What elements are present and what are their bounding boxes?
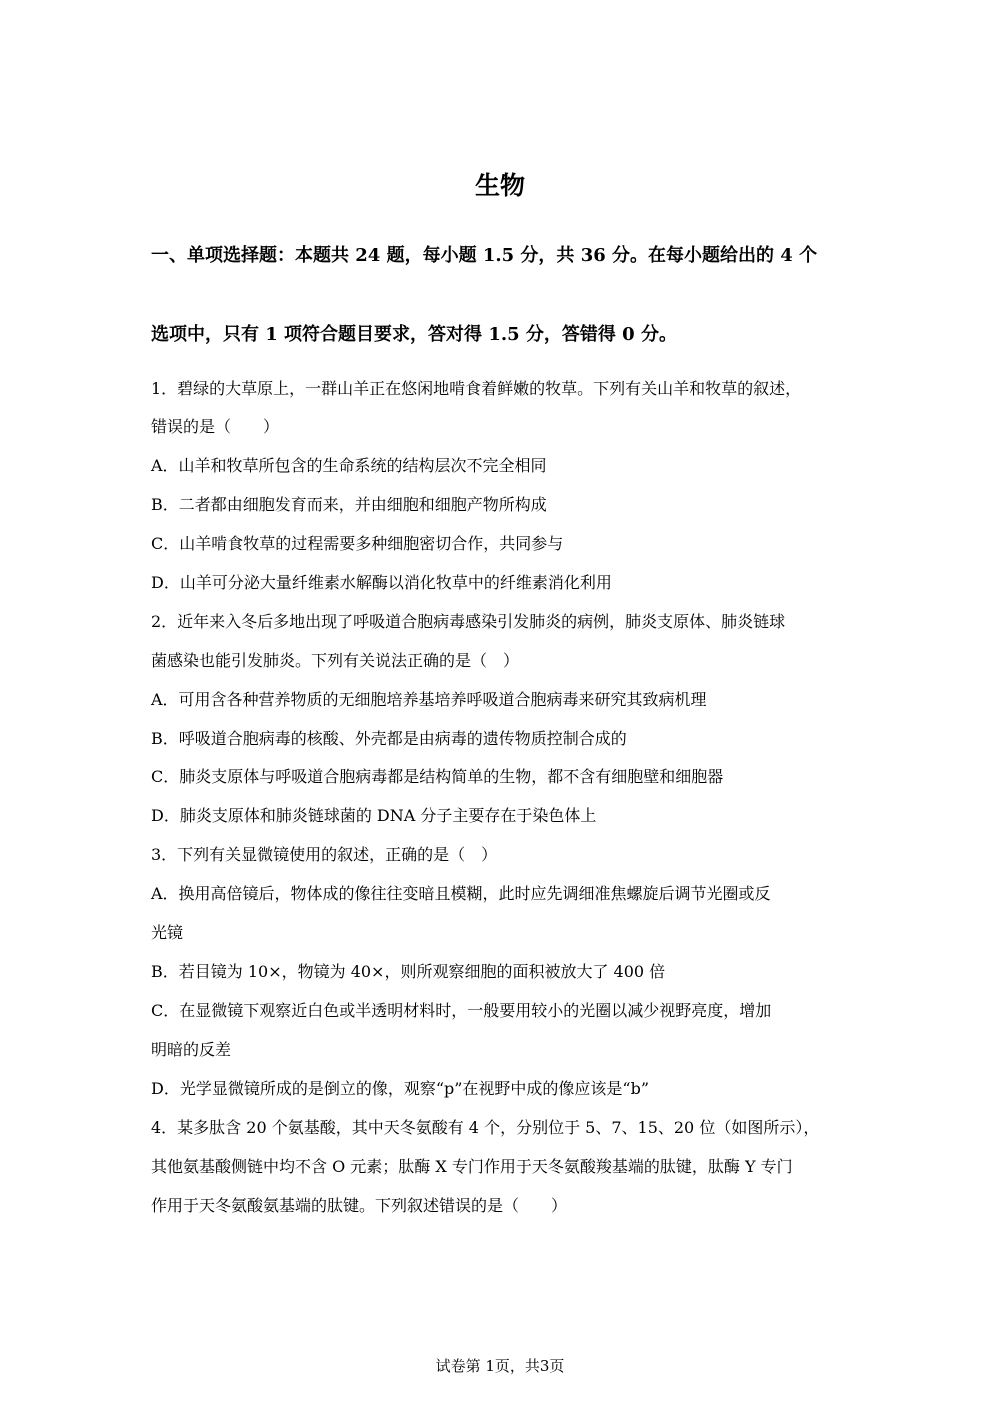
question-1-option-a: A．山羊和牧草所包含的生命系统的结构层次不完全相同	[151, 456, 547, 475]
question-2-stem-line-2: 菌感染也能引发肺炎。下列有关说法正确的是（ ）	[151, 651, 520, 670]
question-4-stem-line-2: 其他氨基酸侧链中均不含 O 元素；肽酶 X 专门作用于天冬氨酸羧基端的肽键，肽酶 Y 专门	[151, 1157, 793, 1176]
question-1-stem-line-2: 错误的是（ ）	[151, 417, 280, 436]
question-2-stem-line-1: 2．近年来入冬后多地出现了呼吸道合胞病毒感染引发肺炎的病例，肺炎支原体、肺炎链球	[151, 612, 786, 631]
question-1-option-d: D．山羊可分泌大量纤维素水解酶以消化牧草中的纤维素消化利用	[151, 573, 612, 592]
question-2-option-d: D．肺炎支原体和肺炎链球菌的 DNA 分子主要存在于染色体上	[151, 806, 597, 825]
section-heading-line-1: 一、单项选择题：本题共 24 题，每小题 1.5 分，共 36 分。在每小题给出的 4 个	[151, 245, 818, 266]
section-heading-line-2: 选项中，只有 1 项符合题目要求，答对得 1.5 分，答错得 0 分。	[151, 324, 677, 345]
question-3-option-a-line-2: 光镜	[151, 923, 184, 942]
question-1-stem-line-1: 1．碧绿的大草原上，一群山羊正在悠闲地啃食着鲜嫩的牧草。下列有关山羊和牧草的叙述，	[151, 379, 802, 398]
question-3-option-d: D．光学显微镜所成的是倒立的像，观察“p”在视野中成的像应该是“b”	[151, 1079, 650, 1098]
page-title: 生物	[474, 171, 525, 200]
question-1-option-b: B．二者都由细胞发育而来，并由细胞和细胞产物所构成	[151, 495, 547, 514]
question-3-option-c-line-1: C．在显微镜下观察近白色或半透明材料时，一般要用较小的光圈以减少视野亮度，增加	[151, 1001, 772, 1020]
page-footer: 试卷第 1页，共3页	[435, 1357, 565, 1375]
question-2-option-b: B．呼吸道合胞病毒的核酸、外壳都是由病毒的遗传物质控制合成的	[151, 729, 627, 748]
question-1-option-c: C．山羊啃食牧草的过程需要多种细胞密切合作，共同参与	[151, 534, 564, 553]
question-2-option-c: C．肺炎支原体与呼吸道合胞病毒都是结构简单的生物，都不含有细胞壁和细胞器	[151, 767, 724, 786]
question-3-option-a-line-1: A．换用高倍镜后，物体成的像往往变暗且模糊，此时应先调细准焦螺旋后调节光圈或反	[151, 884, 771, 903]
question-4-stem-line-1: 4．某多肽含 20 个氨基酸，其中天冬氨酸有 4 个，分别位于 5、7、15、20 位（如图所示），	[151, 1118, 820, 1137]
question-4-stem-line-3: 作用于天冬氨酸氨基端的肽键。下列叙述错误的是（ ）	[151, 1196, 568, 1215]
question-3-option-c-line-2: 明暗的反差	[151, 1040, 232, 1059]
question-3-option-b: B．若目镜为 10×，物镜为 40×，则所观察细胞的面积被放大了 400 倍	[151, 962, 666, 981]
question-2-option-a: A．可用含各种营养物质的无细胞培养基培养呼吸道合胞病毒来研究其致病机理	[151, 690, 707, 709]
question-3-stem: 3．下列有关显微镜使用的叙述，正确的是（ ）	[151, 845, 498, 864]
